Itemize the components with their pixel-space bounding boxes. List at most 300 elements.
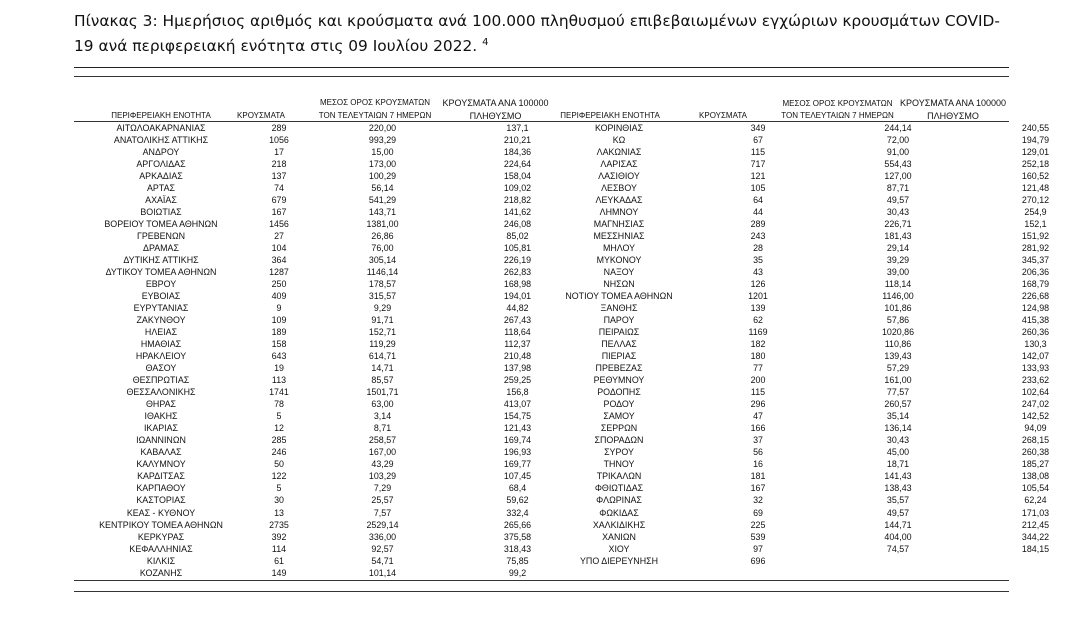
- header-per100k-line1: ΚΡΟΥΣΜΑΤΑ ΑΝΑ 100000: [442, 98, 549, 108]
- per100k-cell: 112,37: [504, 339, 531, 350]
- per100k-cell: 130,3: [1024, 339, 1047, 350]
- footnote-marker: 4: [482, 37, 489, 48]
- cases-cell: 74: [274, 183, 284, 194]
- cases-cell: 43: [753, 267, 763, 278]
- region-cell: ΕΒΡΟΥ: [145, 279, 177, 290]
- region-cell: ΧΙΟΥ: [608, 543, 630, 554]
- per100k-cell: 210,21: [503, 135, 532, 146]
- per100k-cell: 281,92: [1021, 243, 1050, 254]
- avg-cell: 101,86: [884, 303, 912, 314]
- region-cell: ΚΑΛΥΜΝΟΥ: [136, 459, 186, 470]
- avg-cell: 26,86: [371, 231, 394, 242]
- per100k-cell: 169,74: [503, 435, 532, 446]
- cases-cell: 126: [750, 279, 766, 290]
- cases-cell: 104: [271, 243, 287, 254]
- region-cell: ΑΧΑΪΑΣ: [145, 195, 177, 206]
- table-row: [74, 543, 580, 555]
- per100k-cell: 270,12: [1021, 195, 1050, 206]
- region-cell: ΝΗΣΩΝ: [603, 279, 635, 290]
- region-cell: ΡΟΔΟΠΗΣ: [597, 387, 641, 398]
- avg-cell: 15,00: [371, 147, 394, 158]
- table-row: [545, 374, 1070, 386]
- per100k-cell: 160,52: [1021, 171, 1050, 182]
- table-row: [545, 362, 1070, 374]
- per100k-cell: 121,48: [1021, 183, 1050, 194]
- region-cell: ΝΟΤΙΟΥ ΤΟΜΕΑ ΑΘΗΝΩΝ: [565, 291, 673, 302]
- region-cell: ΑΡΓΟΛΙΔΑΣ: [136, 159, 186, 170]
- region-cell: ΜΕΣΣΗΝΙΑΣ: [593, 231, 645, 242]
- table-row: [545, 290, 1070, 302]
- region-cell: ΚΟΖΑΝΗΣ: [139, 567, 183, 578]
- cases-cell: 1169: [748, 327, 768, 338]
- avg-cell: 119,29: [369, 339, 396, 350]
- table-row: [74, 362, 580, 374]
- avg-cell: 103,29: [368, 471, 397, 482]
- avg-cell: 101,14: [368, 567, 397, 578]
- avg-cell: 45,00: [886, 447, 910, 458]
- per100k-cell: 105,81: [503, 243, 532, 254]
- avg-cell: 152,71: [368, 327, 397, 338]
- region-cell: ΡΕΘΥΜΝΟΥ: [593, 375, 645, 386]
- region-cell: ΕΥΒΟΙΑΣ: [141, 291, 181, 302]
- cases-cell: 181: [750, 471, 766, 482]
- cases-cell: 13: [274, 507, 284, 518]
- per100k-cell: 168,98: [503, 279, 532, 290]
- table-row: [545, 182, 1070, 194]
- per100k-cell: 158,04: [503, 171, 532, 182]
- region-cell: ΚΑΒΑΛΑΣ: [140, 447, 182, 458]
- per100k-cell: 206,36: [1021, 267, 1050, 278]
- per100k-cell: 226,68: [1021, 291, 1050, 302]
- region-cell: ΠΕΛΛΑΣ: [601, 339, 637, 350]
- table-row: [545, 410, 1070, 422]
- table-row: [545, 386, 1070, 398]
- cases-cell: 289: [271, 123, 287, 133]
- region-cell: ΘΕΣΣΑΛΟΝΙΚΗΣ: [126, 387, 196, 398]
- region-cell: ΗΛΕΙΑΣ: [144, 327, 178, 338]
- avg-cell: 220,00: [368, 123, 397, 133]
- region-cell: ΠΡΕΒΕΖΑΣ: [595, 363, 643, 374]
- table-row: [545, 314, 1070, 326]
- per100k-cell: 246,08: [503, 219, 532, 230]
- table-row: [74, 254, 580, 266]
- avg-cell: 8,71: [373, 423, 392, 434]
- per100k-cell: 226,19: [503, 255, 532, 266]
- per100k-cell: 137,98: [503, 363, 532, 374]
- region-cell: ΘΑΣΟΥ: [145, 363, 177, 374]
- cases-cell: 1056: [269, 135, 289, 146]
- header-per100k-left: [433, 98, 558, 121]
- table-row: [545, 122, 1070, 134]
- region-cell: ΘΗΡΑΣ: [146, 399, 176, 410]
- cases-cell: 250: [271, 279, 287, 290]
- per100k-cell: 218,82: [503, 195, 532, 206]
- header-per100k-line1: ΚΡΟΥΣΜΑΤΑ ΑΝΑ 100000: [900, 98, 1006, 108]
- per100k-cell: 121,43: [503, 423, 532, 434]
- table-row: [545, 470, 1070, 482]
- avg-cell: 39,29: [886, 255, 910, 266]
- avg-cell: 993,29: [368, 135, 397, 146]
- table-row: [545, 434, 1070, 446]
- header-avg-left: [315, 98, 435, 121]
- avg-cell: 3,14: [373, 411, 392, 422]
- cases-cell: 19: [274, 363, 284, 374]
- table-row: [74, 242, 580, 254]
- region-cell: ΛΗΜΝΟΥ: [599, 207, 639, 218]
- table-row: [74, 567, 580, 579]
- avg-cell: 49,57: [886, 195, 910, 206]
- table-row: [74, 290, 580, 302]
- cases-cell: 225: [750, 519, 766, 530]
- region-cell: ΞΑΝΘΗΣ: [600, 303, 638, 314]
- cases-cell: 69: [753, 507, 763, 518]
- avg-cell: 178,57: [368, 279, 397, 290]
- cases-cell: 115: [750, 387, 766, 398]
- avg-cell: 1381,00: [366, 219, 399, 230]
- cases-cell: 285: [271, 435, 287, 446]
- cases-cell: 296: [750, 399, 766, 410]
- cases-cell: 717: [750, 159, 766, 170]
- avg-cell: 118,14: [884, 279, 912, 290]
- header-cases-left: ΚΡΟΥΣΜΑΤΑ: [237, 111, 285, 120]
- region-cell: ΜΥΚΟΝΟΥ: [596, 255, 642, 266]
- cases-cell: 166: [750, 423, 766, 434]
- per100k-cell: 240,55: [1021, 123, 1050, 133]
- region-cell: ΒΟΡΕΙΟΥ ΤΟΜΕΑ ΑΘΗΝΩΝ: [104, 219, 218, 230]
- table-caption: [74, 10, 1014, 57]
- per100k-cell: 260,38: [1021, 447, 1050, 458]
- cases-cell: 113: [271, 375, 287, 386]
- header-avg-line2: ΤΟΝ ΤΕΛΕΥΤΑΙΩΝ 7 ΗΜΕΡΩΝ: [318, 111, 432, 120]
- per100k-cell: 133,93: [1021, 363, 1050, 374]
- avg-cell: 138,43: [884, 483, 912, 494]
- per100k-cell: 265,66: [503, 519, 532, 530]
- region-cell: ΦΘΙΩΤΙΔΑΣ: [594, 483, 644, 494]
- region-cell: ΑΝΑΤΟΛΙΚΗΣ ΑΤΤΙΚΗΣ: [113, 135, 209, 146]
- table-row: [74, 446, 580, 458]
- per100k-cell: 75,85: [506, 555, 529, 566]
- per100k-cell: 124,98: [1021, 303, 1050, 314]
- table-row: [545, 242, 1070, 254]
- table-row: [74, 278, 580, 290]
- cases-cell: 115: [750, 147, 766, 158]
- avg-cell: 260,57: [884, 399, 912, 410]
- region-cell: ΚΑΡΠΑΘΟΥ: [136, 483, 186, 494]
- avg-cell: 14,71: [371, 363, 394, 374]
- avg-cell: 91,00: [886, 147, 910, 158]
- table-row: [545, 458, 1070, 470]
- region-cell: ΚΕΡΚΥΡΑΣ: [137, 531, 185, 542]
- cases-cell: 35: [753, 255, 763, 266]
- avg-cell: 1501,71: [366, 387, 399, 398]
- cases-cell: 16: [753, 459, 763, 470]
- avg-cell: 173,00: [368, 159, 397, 170]
- table-row: [74, 218, 580, 230]
- per100k-cell: 267,43: [503, 315, 532, 326]
- per100k-cell: 196,93: [503, 447, 532, 458]
- table-row: [74, 531, 580, 543]
- region-cell: ΤΗΝΟΥ: [603, 459, 635, 470]
- cases-cell: 109: [271, 315, 287, 326]
- per100k-cell: 262,83: [503, 267, 532, 278]
- avg-cell: 139,43: [884, 351, 912, 362]
- table-row: [74, 122, 580, 134]
- avg-cell: 305,14: [368, 255, 397, 266]
- avg-cell: 143,71: [368, 207, 397, 218]
- per100k-cell: 85,02: [506, 231, 529, 242]
- per100k-cell: 344,22: [1021, 531, 1050, 542]
- cases-cell: 409: [271, 291, 287, 302]
- avg-cell: 1146,14: [366, 267, 399, 278]
- table-row: [74, 507, 580, 519]
- table-row: [74, 434, 580, 446]
- header-cases-right: ΚΡΟΥΣΜΑΤΑ: [699, 111, 747, 120]
- cases-cell: 61: [274, 555, 284, 566]
- table-row: [545, 555, 1070, 567]
- per100k-cell: 99,2: [508, 567, 527, 578]
- per100k-cell: 94,09: [1024, 423, 1047, 434]
- avg-cell: 161,00: [884, 375, 912, 386]
- cases-cell: 167: [750, 483, 766, 494]
- region-cell: ΙΚΑΡΙΑΣ: [143, 423, 179, 434]
- table-row: [74, 386, 580, 398]
- cases-cell: 47: [753, 411, 763, 422]
- avg-cell: 7,57: [373, 507, 392, 518]
- avg-cell: [823, 555, 973, 567]
- region-cell: ΘΕΣΠΡΩΤΙΑΣ: [132, 375, 190, 386]
- header-avg-line2: ΤΟΝ ΤΕΛΕΥΤΑΙΩΝ 7 ΗΜΕΡΩΝ: [781, 111, 894, 120]
- table-row: [545, 146, 1070, 158]
- avg-cell: 110,86: [884, 339, 912, 350]
- cases-cell: 289: [750, 219, 766, 230]
- avg-cell: 315,57: [368, 291, 397, 302]
- cases-cell: 158: [271, 339, 287, 350]
- region-cell: ΚΟΡΙΝΘΙΑΣ: [594, 123, 644, 133]
- table-row: [74, 555, 580, 567]
- table-row: [545, 519, 1070, 531]
- avg-cell: 258,57: [368, 435, 397, 446]
- avg-cell: 76,00: [371, 243, 394, 254]
- cases-cell: 50: [274, 459, 284, 470]
- cases-cell: 364: [271, 255, 287, 266]
- avg-cell: 18,71: [886, 459, 910, 470]
- per100k-cell: 141,62: [503, 207, 532, 218]
- cases-cell: 1456: [269, 219, 289, 230]
- table-row: [74, 410, 580, 422]
- table-row: [74, 146, 580, 158]
- avg-cell: 35,57: [886, 495, 910, 506]
- avg-cell: 167,00: [368, 447, 397, 458]
- cases-cell: 189: [271, 327, 287, 338]
- table-row: [74, 338, 580, 350]
- region-cell: ΣΑΜΟΥ: [603, 411, 635, 422]
- avg-cell: 141,43: [884, 471, 912, 482]
- avg-cell: 57,29: [886, 363, 910, 374]
- avg-cell: 336,00: [368, 531, 397, 542]
- cases-cell: 121: [750, 171, 766, 182]
- avg-cell: 57,86: [886, 315, 910, 326]
- region-cell: ΣΕΡΡΩΝ: [600, 423, 638, 434]
- region-cell: ΜΑΓΝΗΣΙΑΣ: [593, 219, 645, 230]
- bottom-rule-2: [74, 591, 1009, 592]
- table-row: [545, 494, 1070, 506]
- region-cell: ΝΑΞΟΥ: [603, 267, 635, 278]
- per100k-cell: 318,43: [503, 543, 532, 554]
- per100k-cell: 247,02: [1021, 399, 1050, 410]
- per100k-cell: 184,15: [1021, 543, 1050, 554]
- per100k-cell: 142,07: [1021, 351, 1050, 362]
- table-row: [545, 194, 1070, 206]
- table-row: [74, 170, 580, 182]
- table-row: [74, 494, 580, 506]
- per100k-cell: 194,01: [503, 291, 532, 302]
- avg-cell: 181,43: [884, 231, 912, 242]
- cases-cell: 180: [750, 351, 766, 362]
- table-row: [545, 543, 1070, 555]
- avg-cell: 226,71: [884, 219, 912, 230]
- cases-cell: 37: [753, 435, 763, 446]
- avg-cell: 9,29: [373, 303, 392, 314]
- per100k-cell: 44,82: [506, 303, 529, 314]
- header-region-right: ΠΕΡΙΦΕΡΕΙΑΚΗ ΕΝΟΤΗΤΑ: [560, 111, 660, 120]
- per100k-cell: 129,01: [1021, 147, 1050, 158]
- region-cell: ΕΥΡΥΤΑΝΙΑΣ: [133, 303, 189, 314]
- top-rule: [74, 67, 1009, 68]
- table-row: [545, 422, 1070, 434]
- cases-cell: 32: [753, 495, 763, 506]
- per100k-cell: 152,1: [1024, 219, 1047, 230]
- cases-cell: 1201: [748, 291, 768, 302]
- table-row: [74, 374, 580, 386]
- per100k-cell: 171,03: [1021, 507, 1050, 518]
- table-row: [74, 266, 580, 278]
- avg-cell: 54,71: [371, 555, 394, 566]
- region-cell: ΣΠΟΡΑΔΩΝ: [594, 435, 644, 446]
- region-cell: ΧΑΛΚΙΔΙΚΗΣ: [592, 519, 646, 530]
- cases-cell: 137: [271, 171, 287, 182]
- header-per100k-right: [893, 98, 1013, 121]
- cases-cell: 218: [271, 159, 287, 170]
- cases-cell: 182: [750, 339, 766, 350]
- avg-cell: 43,29: [371, 459, 394, 470]
- region-cell: ΛΑΚΩΝΙΑΣ: [596, 147, 642, 158]
- region-cell: ΡΟΔΟΥ: [603, 399, 635, 410]
- per100k-cell: 345,37: [1021, 255, 1050, 266]
- region-cell: ΚΑΣΤΟΡΙΑΣ: [136, 495, 186, 506]
- avg-cell: 92,57: [371, 543, 394, 554]
- per100k-cell: 375,58: [503, 531, 532, 542]
- region-cell: ΠΕΙΡΑΙΩΣ: [598, 327, 640, 338]
- avg-cell: 91,71: [371, 315, 394, 326]
- region-cell: ΦΛΩΡΙΝΑΣ: [596, 495, 642, 506]
- table-row: [545, 158, 1070, 170]
- cases-cell: 105: [750, 183, 766, 194]
- region-cell: ΥΠΟ ΔΙΕΡΕΥΝΗΣΗ: [580, 555, 658, 566]
- table-row: [74, 458, 580, 470]
- region-cell: ΠΑΡΟΥ: [603, 315, 635, 326]
- table-row: [545, 206, 1070, 218]
- region-cell: ΙΩΑΝΝΙΝΩΝ: [136, 435, 186, 446]
- avg-cell: 2529,14: [366, 519, 399, 530]
- table-row: [545, 446, 1070, 458]
- cases-cell: 246: [271, 447, 287, 458]
- per100k-cell: 168,79: [1021, 279, 1050, 290]
- per100k-cell: 105,54: [1021, 483, 1050, 494]
- avg-cell: 35,14: [886, 411, 910, 422]
- avg-cell: 56,14: [371, 183, 394, 194]
- cases-cell: 114: [271, 543, 287, 554]
- header-avg-right: [775, 99, 900, 121]
- avg-cell: 49,57: [886, 507, 910, 518]
- cases-cell: 78: [274, 399, 284, 410]
- region-cell: ΚΕΑΣ - ΚΥΘΝΟΥ: [126, 507, 196, 518]
- table-row: [545, 266, 1070, 278]
- region-cell: ΠΙΕΡΙΑΣ: [601, 351, 637, 362]
- per100k-cell: [973, 555, 1070, 567]
- region-cell: ΚΕΝΤΡΙΚΟΥ ΤΟΜΕΑ ΑΘΗΝΩΝ: [99, 519, 223, 530]
- header-region-left: ΠΕΡΙΦΕΡΕΙΑΚΗ ΕΝΟΤΗΤΑ: [111, 111, 211, 120]
- table-row: [545, 531, 1070, 543]
- per100k-cell: 109,02: [503, 183, 532, 194]
- table-row: [545, 134, 1070, 146]
- table-row: [545, 326, 1070, 338]
- region-cell: ΛΕΣΒΟΥ: [601, 183, 637, 194]
- avg-cell: 72,00: [886, 135, 910, 146]
- avg-cell: 25,57: [371, 495, 394, 506]
- avg-cell: 244,14: [884, 123, 912, 133]
- region-cell: ΑΡΤΑΣ: [146, 183, 175, 194]
- cases-cell: 12: [274, 423, 284, 434]
- cases-cell: 392: [271, 531, 287, 542]
- per100k-cell: 59,62: [506, 495, 529, 506]
- cases-cell: 64: [753, 195, 763, 206]
- table-row: [74, 326, 580, 338]
- avg-cell: 30,43: [886, 435, 910, 446]
- cases-cell: 167: [271, 207, 287, 218]
- table-row: [545, 278, 1070, 290]
- region-cell: ΛΑΡΙΣΑΣ: [600, 159, 638, 170]
- per100k-cell: 137,1: [506, 123, 529, 133]
- cases-cell: 643: [271, 351, 287, 362]
- per100k-cell: 252,18: [1021, 159, 1050, 170]
- per100k-cell: 169,77: [503, 459, 532, 470]
- cases-cell: 5: [276, 483, 282, 494]
- cases-cell: 27: [274, 231, 284, 242]
- cases-cell: 139: [750, 303, 766, 314]
- avg-cell: 63,00: [371, 399, 394, 410]
- region-cell: ΛΕΥΚΑΔΑΣ: [595, 195, 643, 206]
- region-cell: ΛΑΣΙΘΙΟΥ: [598, 171, 640, 182]
- table-row: [74, 230, 580, 242]
- per100k-cell: 233,62: [1021, 375, 1050, 386]
- table-row: [545, 350, 1070, 362]
- table-row: [74, 314, 580, 326]
- region-cell: ΔΡΑΜΑΣ: [143, 243, 179, 254]
- avg-cell: 7,29: [373, 483, 392, 494]
- region-cell: ΗΜΑΘΙΑΣ: [140, 339, 182, 350]
- cases-cell: 56: [753, 447, 763, 458]
- cases-cell: 30: [274, 495, 284, 506]
- avg-cell: 74,57: [886, 543, 910, 554]
- per100k-cell: 138,08: [1021, 471, 1050, 482]
- header-per100k-line2: ΠΛΗΘΥΣΜΟ: [469, 111, 522, 121]
- table-row: [545, 482, 1070, 494]
- per100k-cell: 185,27: [1021, 459, 1050, 470]
- table-row: [545, 254, 1070, 266]
- per100k-cell: 224,64: [503, 159, 532, 170]
- cases-cell: 1741: [269, 387, 289, 398]
- per100k-cell: 118,64: [504, 327, 531, 338]
